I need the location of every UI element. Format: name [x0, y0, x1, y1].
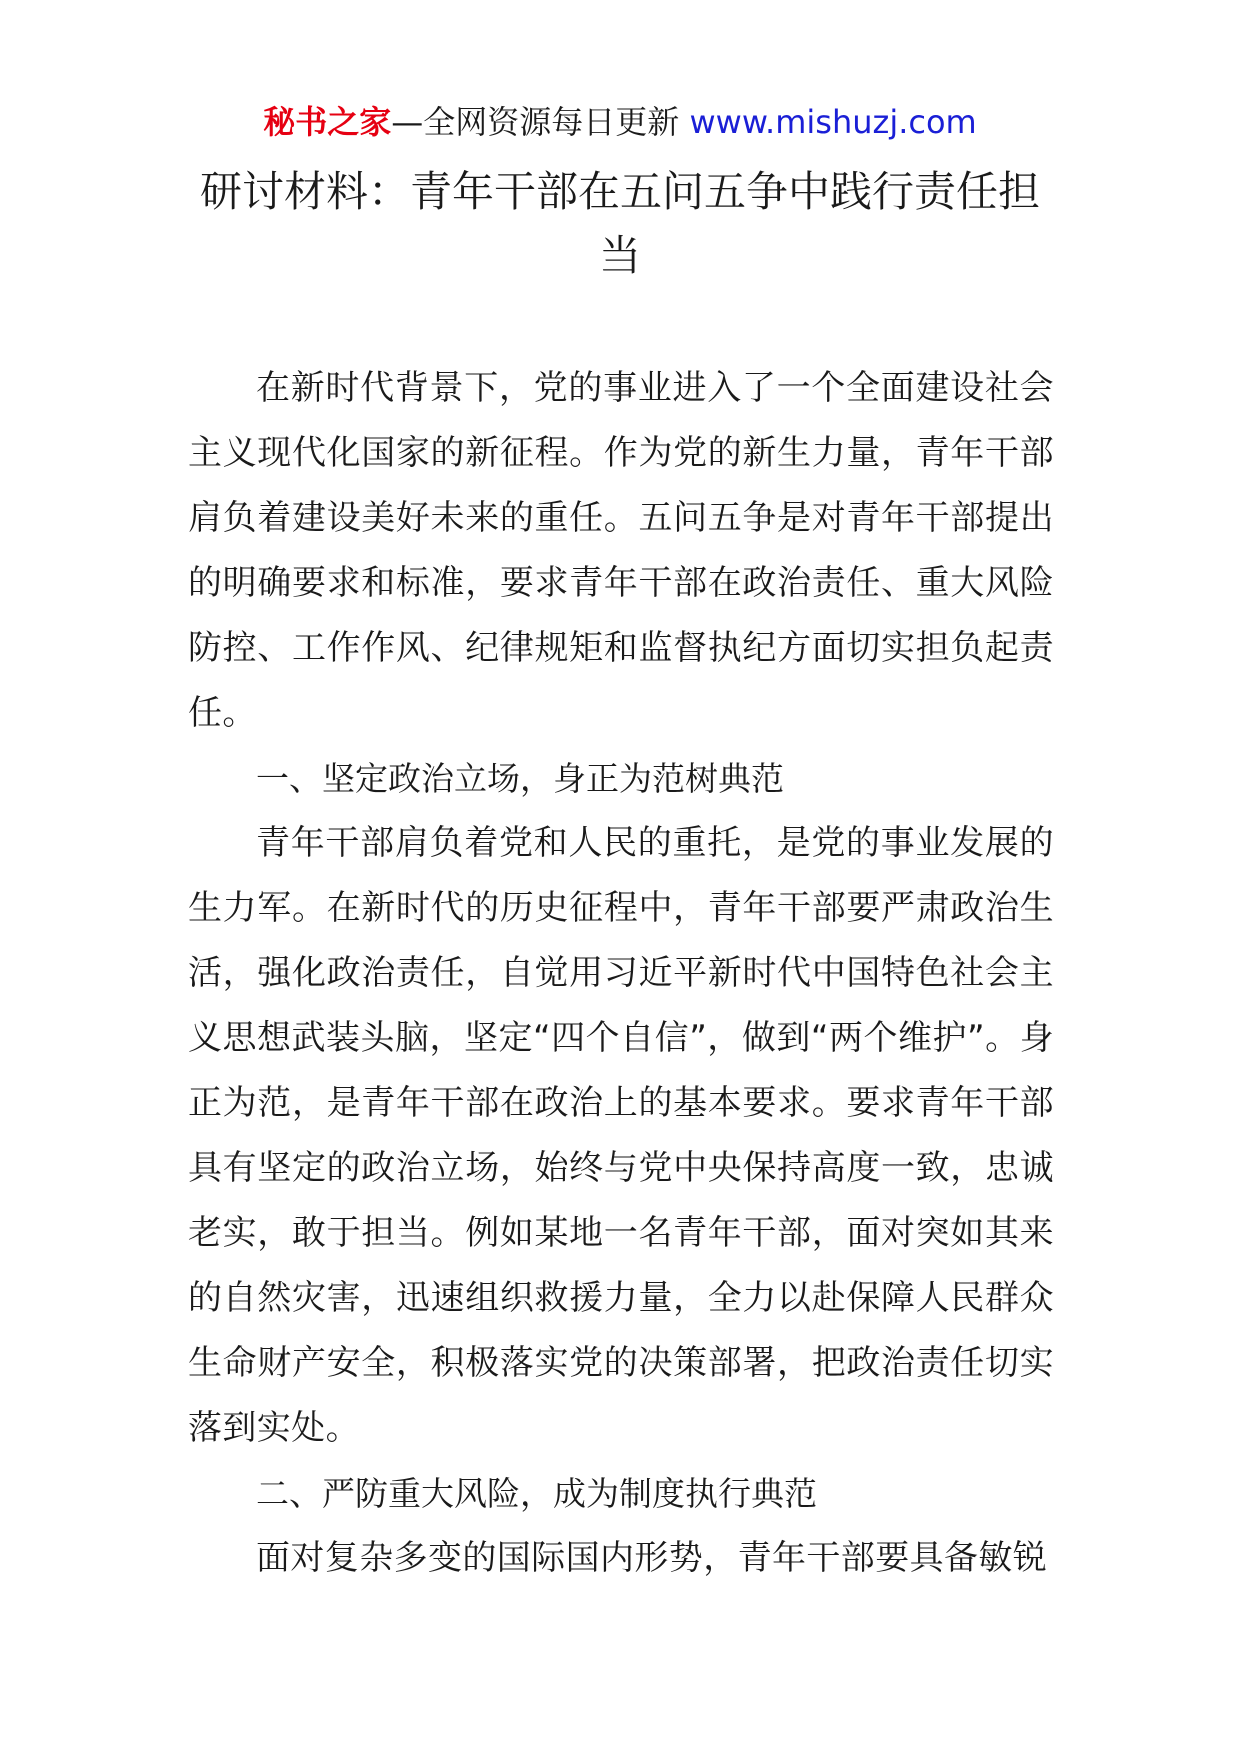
site-header — [0, 100, 1240, 144]
site-url-link[interactable]: www.mishuzj.com — [689, 103, 977, 141]
document-title: 研讨材料：青年干部在五问五争中践行责任担当 — [199, 167, 1040, 280]
section-2-paragraph: 面对复杂多变的国际国内形势，青年干部要具备敏锐 — [256, 1538, 1048, 1578]
header-tagline: —全网资源每日更新 — [391, 103, 690, 141]
intro-paragraph: 在新时代背景下，党的事业进入了一个全面建设社会主义现代化国家的新征程。作为党的新生力量，青年干部肩负着建设美好未来的重任。五问五争是对青年干部提出的明确要求和标准，要求青年干部在政治责任、重大风险防控、工作作风、纪律规矩和监督执纪方面切实担负起责任。 — [188, 368, 1054, 733]
section-1-paragraph: 青年干部肩负着党和人民的重托，是党的事业发展的生力军。在新时代的历史征程中，青年干部要严肃政治生活，强化政治责任，自觉用习近平新时代中国特色社会主义思想武装头脑，坚定“四个自信”，做到“两个维护”。身正为范，是青年干部在政治上的基本要求。要求青年干部具有坚定的政治立场，始终与党中央保持高度一致，忠诚老实，敢于担当。例如某地一名青年干部，面对突如其来的自然灾害，迅速组织救援力量，全力以赴保障人民群众生命财产安全，积极落实党的决策部署，把政治责任切实落到实处。 — [188, 823, 1054, 1448]
section-2-heading: 二、严防重大风险，成为制度执行典范 — [256, 1474, 817, 1513]
section-1-heading: 一、坚定政治立场，身正为范树典范 — [256, 759, 784, 798]
document-body — [188, 356, 1054, 1591]
brand-name: 秘书之家 — [263, 103, 392, 141]
